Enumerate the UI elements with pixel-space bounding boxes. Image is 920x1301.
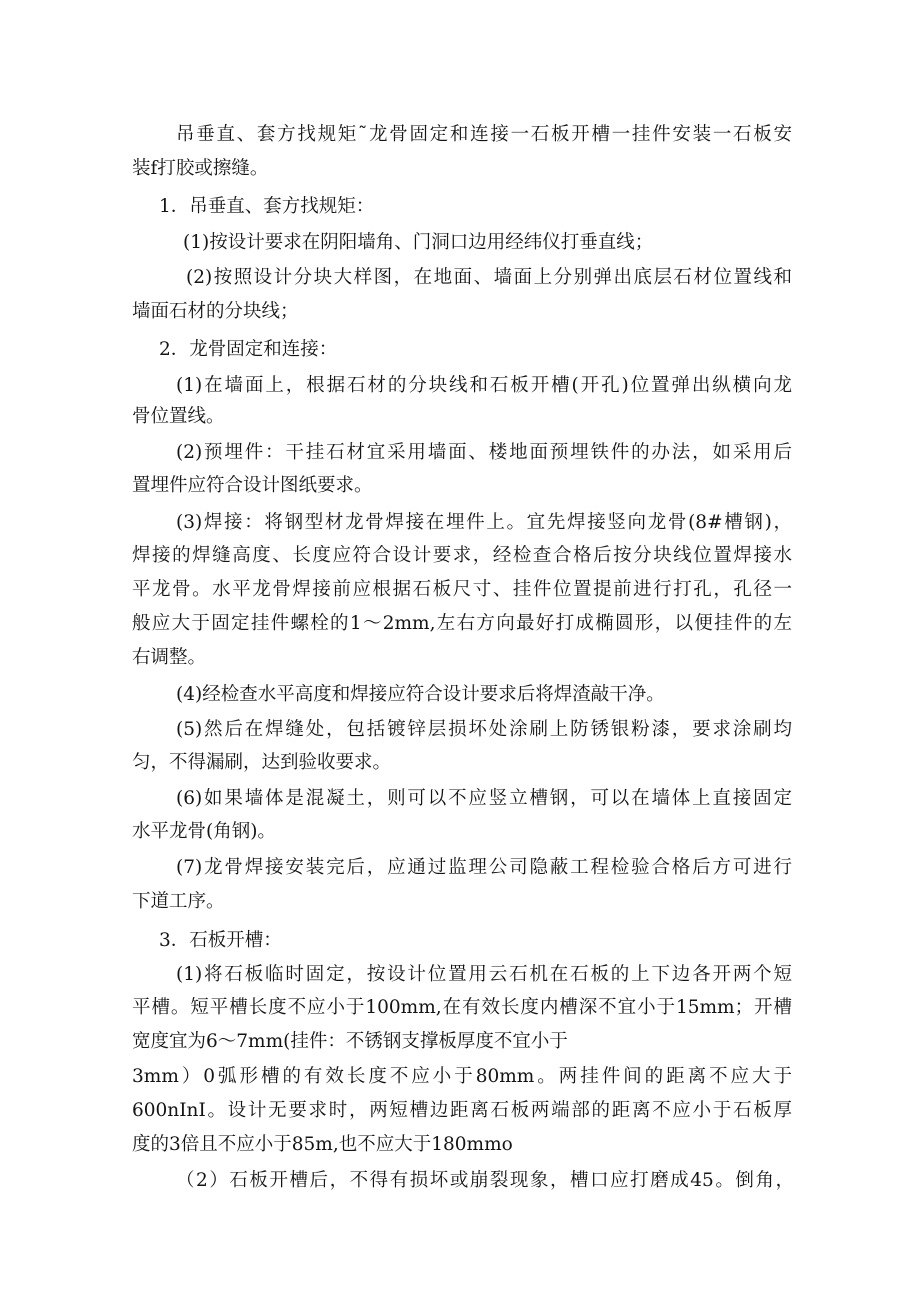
- text-line: (2)按照设计分块大样图，在地面、墙面上分别弹出底层石材位置线和: [186, 267, 792, 288]
- text-line: 吊垂直、套方找规矩˜龙骨固定和连接一石板开槽一挂件安装一石板安: [176, 124, 792, 145]
- text-line: (4)经检查水平高度和焊接应符合设计要求后将焊渣敲干净。: [176, 684, 665, 705]
- text-line: 水平龙骨(角钢)。: [132, 821, 276, 842]
- text-line: 宽度宜为6～7mm(挂件：不锈钢支撑板厚度不宜小于: [132, 1031, 568, 1052]
- text-line: 焊接的焊缝高度、长度应符合设计要求，经检查合格后按分块线位置焊接水: [132, 545, 792, 566]
- section-heading: 3．石板开槽：: [159, 930, 282, 951]
- text-line: (6)如果墙体是混凝土，则可以不应竖立槽钢，可以在墙体上直接固定: [176, 788, 792, 809]
- text-line: 匀，不得漏刷，达到验收要求。: [132, 752, 392, 773]
- text-line: 墙面石材的分块线；: [132, 301, 299, 322]
- section-heading: 2．龙骨固定和连接：: [159, 339, 338, 360]
- text-line: 600nInI。设计无要求时，两短槽边距离石板两端部的距离不应小于石板厚: [132, 1100, 792, 1121]
- text-line: 度的3倍且不应小于85m,也不应大于180mmo: [132, 1134, 513, 1155]
- text-line: (7)龙骨焊接安装完后，应通过监理公司隐蔽工程检验合格后方可进行: [176, 857, 792, 878]
- text-line: (5)然后在焊缝处，包括镀锌层损坏处涂刷上防锈银粉漆，要求涂刷均: [176, 719, 792, 740]
- text-line: 平龙骨。水平龙骨焊接前应根据石板尺寸、挂件位置提前进行打孔，孔径一: [132, 579, 792, 600]
- text-line: 下道工序。: [132, 891, 225, 912]
- text-line: (3)焊接：将钢型材龙骨焊接在埋件上。宜先焊接竖向龙骨(8#槽钢)，: [176, 512, 792, 533]
- text-line: 平槽。短平槽长度不应小于100mm,在有效长度内槽深不宜小于15mm；开槽: [132, 997, 792, 1018]
- text-line: 右调整。: [132, 647, 207, 668]
- text-line: 骨位置线。: [132, 406, 225, 427]
- text-line: 般应大于固定挂件螺栓的1～2mm,左右方向最好打成椭圆形，以便挂件的左: [132, 613, 792, 634]
- text-line: 置埋件应符合设计图纸要求。: [132, 475, 373, 496]
- text-line: (1)按设计要求在阴阳墙角、门洞口边用经纬仪打垂直线；: [183, 232, 654, 253]
- text-line: (2)预埋件：干挂石材宜采用墙面、楼地面预埋铁件的办法，如采用后: [176, 442, 792, 463]
- text-line: (1)将石板临时固定，按设计位置用云石机在石板的上下边各开两个短: [176, 964, 792, 985]
- text-line: (1)在墙面上，根据石材的分块线和石板开槽(开孔)位置弹出纵横向龙: [176, 375, 792, 396]
- section-heading: 1．吊垂直、套方找规矩：: [159, 196, 375, 217]
- text-line: 3mm）0弧形槽的有效长度不应小于80mm。两挂件间的距离不应大于: [132, 1066, 792, 1087]
- text-line: 装f打胶或擦缝。: [132, 158, 269, 179]
- text-line: （2）石板开槽后，不得有损坏或崩裂现象，槽口应打磨成45。倒角，: [176, 1170, 794, 1191]
